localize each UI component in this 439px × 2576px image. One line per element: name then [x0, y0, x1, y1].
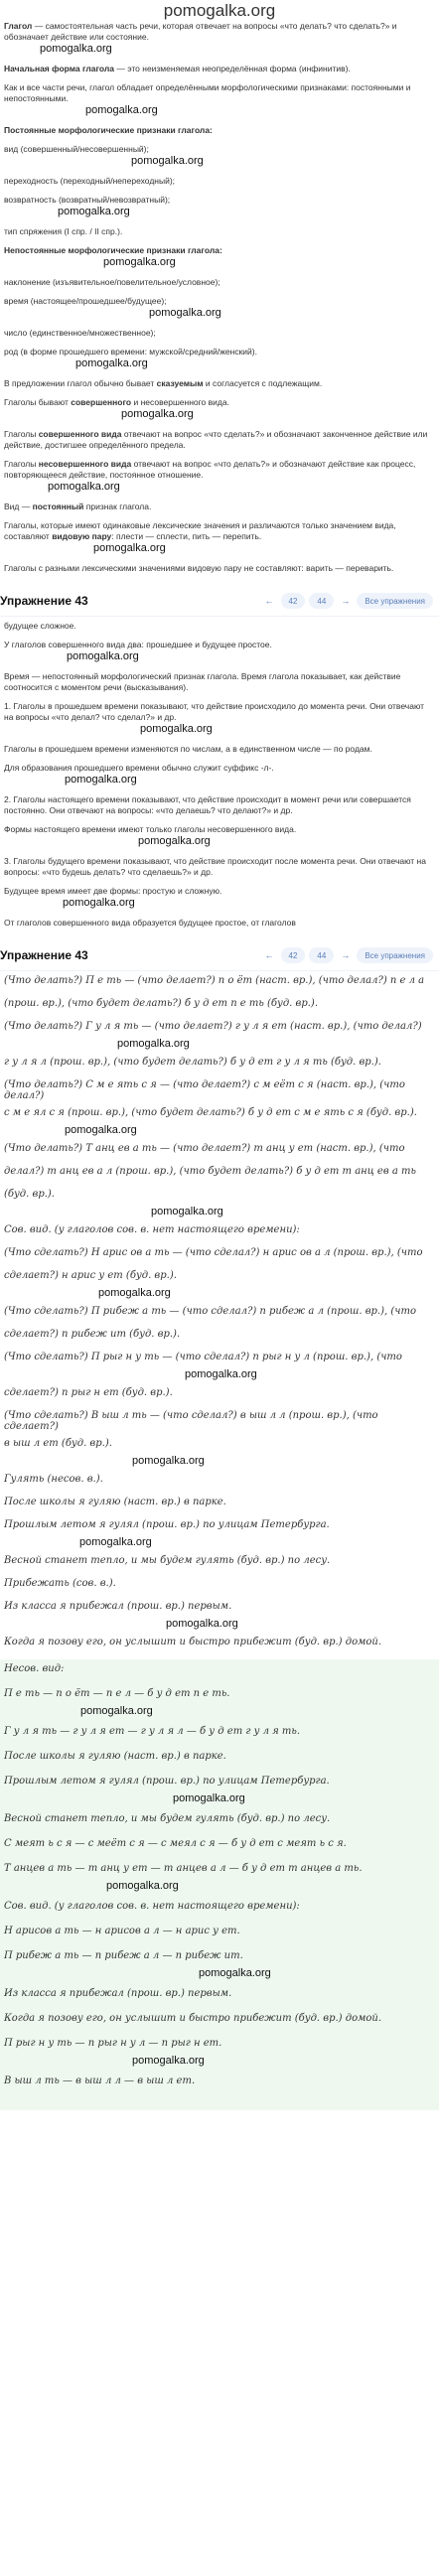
theory-paragraph [4, 520, 435, 542]
solution-text: Из класса я прибежал (прош. вр.) первым. [4, 1988, 232, 1999]
solution-line [4, 1688, 435, 1705]
spacer [0, 74, 439, 82]
theory-text: род (в форме прошедшего времени: мужской/средний/женский). [4, 347, 257, 357]
watermark-text: pomogalka.org [131, 155, 204, 167]
spacer [0, 117, 439, 125]
theory-paragraph [4, 277, 435, 288]
answer-text: (Что сделать?) П рыг н у ть — (что сделал?) п рыг н у л (прош. вр.), (что [4, 1352, 402, 1362]
watermark-text: pomogalka.org [132, 1455, 205, 1467]
theory-text: Глаголы [4, 459, 39, 469]
answer-line [4, 998, 435, 1015]
theory-paragraph [4, 195, 435, 206]
theory-paragraph: Будущее время имеет две формы: простую и сложную. [4, 886, 222, 896]
answer-line [4, 1438, 435, 1455]
spacer [0, 1942, 439, 1950]
theory-text: Глаголы с разными лексическими значениями видовую пару не составляют: варить — переварить. [4, 563, 394, 573]
answer-line [4, 1270, 435, 1287]
watermark-text: pomogalka.org [65, 774, 137, 786]
watermark-text: pomogalka.org [121, 408, 194, 420]
answer-line [4, 1107, 435, 1124]
solution-line [4, 1950, 435, 1967]
theory-paragraph: 1. Глаголы в прошедшем времени показывают, что действие происходило до момента речи. Они отвечают на вопросы «что делал? что сделал?» и др. [4, 701, 425, 722]
spacer [0, 1918, 439, 1926]
spacer [0, 878, 439, 886]
theory-text: наклонение (изъявительное/повелительное/условное); [4, 277, 220, 287]
answer-text: г у л я л (прош. вр.), (что будет делать?) б у д ет г у л я ть (буд. вр.). [4, 1057, 381, 1068]
theory-text: и согласуется с подлежащим. [203, 378, 323, 388]
watermark-text: pomogalka.org [149, 307, 221, 319]
answer-text: Гулять (несов. в.). [4, 1474, 103, 1485]
spacer [0, 1718, 439, 1726]
exercise-title: Упражнение 43 [0, 947, 88, 962]
all-exercises-link[interactable]: Все упражнения [357, 593, 433, 609]
theory-text: Вид — [4, 501, 33, 511]
theory-text: отвечают на вопрос «что сделать?» и обозначают законченное действие или действие, достигшее определённого предела. [4, 429, 428, 450]
spacer [0, 421, 439, 429]
theory-paragraph: У глаголов совершенного вида два: прошедшее и будущее простое. [4, 640, 272, 649]
theory-text: тип спряжения (I спр. / II спр.). [4, 226, 123, 236]
theory-text: Глагол [4, 21, 33, 31]
solution-line [4, 2013, 435, 2030]
watermark-text: pomogalka.org [166, 1618, 238, 1630]
theory-text: Непостоянные морфологические признаки глагола: [4, 245, 222, 255]
spacer [0, 555, 439, 563]
theory-text: признак глагола. [83, 501, 152, 511]
theory-paragraph: 3. Глаголы будущего времени показывают, что действие происходит после момента речи. Они отвечают на вопросы: «что будешь делать? что сделаешь?» и др. [4, 856, 426, 877]
spacer [0, 370, 439, 378]
spacer [0, 320, 439, 328]
answer-text: (буд. вр.). [4, 1189, 55, 1200]
answer-line [4, 1410, 435, 1432]
watermark-text: pomogalka.org [75, 358, 148, 369]
spacer [0, 736, 439, 744]
watermark-text: pomogalka.org [48, 481, 120, 493]
theory-paragraph: Глаголы в прошедшем времени изменяются по числам, а в единственном числе — по родам. [4, 744, 372, 754]
prev-arrow-icon[interactable]: ← [264, 595, 274, 606]
spacer [0, 339, 439, 347]
solution-text: Когда я позову его, он услышит и быстро прибежит (буд. вр.) домой. [4, 2013, 382, 2024]
watermark-text: pomogalka.org [58, 206, 130, 217]
watermark-text: pomogalka.org [80, 1705, 153, 1717]
answer-line [4, 1143, 435, 1160]
spacer [0, 910, 439, 918]
theory-text: совершенного [71, 397, 132, 407]
answer-text: (Что делать?) П е ть — (что делает?) п о ёт (наст. вр.), (что делал?) п е л а [4, 975, 425, 986]
answer-text: Сов. вид. (у глаголов сов. в. нет настоящего времени): [4, 1224, 300, 1235]
answer-line [4, 1637, 435, 1653]
spacer [0, 1855, 439, 1863]
theory-text: время (настоящее/прошедшее/будущее); [4, 296, 167, 306]
spacer [0, 574, 439, 582]
solution-line [4, 1776, 435, 1792]
spacer [0, 168, 439, 176]
solution-line [4, 1663, 435, 1680]
theory-text: Как и все части речи, глагол обладает определёнными морфологическими признаками: постоянными и непостоянными. [4, 82, 411, 103]
spacer [0, 693, 439, 701]
next-arrow-icon[interactable]: → [341, 949, 351, 960]
watermark-text: pomogalka.org [63, 897, 135, 909]
theory-text: отвечают на вопрос «что делать?» и обозначают действие как процесс, повторяющееся действие, постоянное отношение. [4, 459, 416, 480]
spacer [0, 237, 439, 245]
spacer [0, 632, 439, 640]
spacer [0, 1768, 439, 1776]
answer-text: (Что сделать?) В ыш л ть — (что сделал?) в ыш л л (прош. вр.), (что сделает?) [4, 1410, 378, 1432]
answer-line [4, 1474, 435, 1491]
solution-text: Т анцев а ть — т анц у ет — т анцев а л — б у д ет т анцев а ть. [4, 1863, 363, 1874]
watermark-text: pomogalka.org [106, 1880, 179, 1892]
answer-text: сделает?) п рибеж ит (буд. вр.). [4, 1329, 181, 1340]
watermark-text: pomogalka.org [132, 2055, 205, 2067]
spacer [0, 1893, 439, 1901]
watermark-text: pomogalka.org [151, 1206, 223, 1217]
spacer [0, 787, 439, 794]
spacer [0, 136, 439, 144]
theory-paragraph [4, 245, 435, 256]
solution-text: С меят ь с я — с меёт с я — с меял с я — б у д ет с меят ь с я. [4, 1838, 347, 1849]
theory-section-2 [0, 621, 439, 936]
theory-paragraph [4, 347, 435, 358]
exercise-navigation-repeat [0, 940, 439, 971]
theory-text: — это неизменяемая неопределённая форма (инфинитив). [113, 64, 351, 73]
next-exercise-link[interactable]: 44 [309, 947, 334, 963]
theory-paragraph: 2. Глаголы настоящего времени показывают, что действие происходит в момент речи или совершается постоянно. Они отвечают на вопросы: «что делаешь? что делают?» и др. [4, 794, 411, 815]
exercise-title: Упражнение 43 [0, 593, 88, 608]
theory-text: Глаголы бывают [4, 397, 72, 407]
theory-paragraph: Формы настоящего времени имеют только глаголы несовершенного вида. [4, 824, 297, 834]
theory-paragraph [4, 501, 435, 512]
watermark-text: pomogalka.org [103, 256, 176, 268]
solution-line [4, 1838, 435, 1855]
theory-text: видовую пару [52, 531, 112, 541]
prev-exercise-link[interactable]: 42 [281, 593, 306, 609]
answer-text: Когда я позову его, он услышит и быстро прибежит (буд. вр.) домой. [4, 1637, 382, 1647]
theory-paragraph [4, 296, 435, 307]
watermark-text: pomogalka.org [79, 1536, 152, 1548]
solution-line [4, 1863, 435, 1880]
answer-line [4, 1519, 435, 1536]
solution-text: Прошлым летом я гулял (прош. вр.) по улицам Петербурга. [4, 1776, 330, 1787]
theory-text: число (единственное/множественное); [4, 328, 156, 338]
theory-paragraph [4, 397, 435, 408]
watermark-text: pomogalka.org [173, 1792, 245, 1804]
answer-text: делал?) т анц ев а л (прош. вр.), (что будет делать?) б у д ет т анц ев а ть [4, 1166, 416, 1177]
theory-paragraph [4, 459, 435, 481]
answer-text: (Что сделать?) Н арис ов а ть — (что сделал?) н арис ов а л (прош. вр.), (что [4, 1247, 423, 1258]
spacer [0, 218, 439, 226]
solution-line [4, 2075, 435, 2092]
answer-line [4, 1057, 435, 1073]
theory-text: несовершенного вида [38, 459, 132, 469]
theory-text: В предложении глагол обычно бывает [4, 378, 157, 388]
theory-text: Начальная форма глагола [4, 64, 114, 73]
spacer [0, 56, 439, 64]
watermark-text: pomogalka.org [65, 1124, 137, 1136]
theory-paragraph [4, 21, 435, 43]
next-exercise-link[interactable]: 44 [309, 593, 334, 609]
exercise-navigation [0, 586, 439, 617]
theory-paragraph: Для образования прошедшего времени обычно служит суффикс -л-. [4, 763, 274, 773]
theory-text: сказуемым [156, 378, 204, 388]
watermark-text: pomogalka.org [140, 723, 213, 735]
solution-text: Г у л я ть — г у л я ет — г у л я л — б у д ет г у л я ть. [4, 1726, 301, 1737]
spacer [0, 1980, 439, 1988]
answer-line [4, 1306, 435, 1323]
solution-text: В ыш л ть — в ыш л л — в ыш л ет. [4, 2075, 196, 2086]
theory-text: и несовершенного вида. [131, 397, 229, 407]
spacer [0, 187, 439, 195]
theory-paragraph [4, 82, 435, 104]
answer-text: сделает?) п рыг н ет (буд. вр.). [4, 1387, 173, 1398]
theory-paragraph [4, 144, 435, 155]
solution-line [4, 1988, 435, 2005]
answer-line [4, 1224, 435, 1241]
prev-arrow-icon[interactable]: ← [264, 949, 274, 960]
theory-paragraph [4, 176, 435, 187]
theory-paragraph [4, 64, 435, 74]
spacer [0, 816, 439, 824]
answer-section [0, 975, 439, 1659]
spacer [0, 512, 439, 520]
theory-paragraph: Время — непостоянный морфологический признак глагола. Время глагола показывает, как действие соотносится с моментом речи (высказывания). [4, 671, 401, 692]
answer-text: Весной станет тепло, и мы будем гулять (буд. вр.) по лесу. [4, 1555, 331, 1566]
theory-paragraph [4, 378, 435, 389]
answer-text: После школы я гуляю (наст. вр.) в парке. [4, 1497, 226, 1507]
answer-line [4, 1079, 435, 1101]
theory-paragraph [4, 125, 435, 136]
spacer [0, 451, 439, 459]
spacer [0, 1805, 439, 1813]
solution-line [4, 1926, 435, 1942]
theory-paragraph [4, 429, 435, 451]
watermark-text: pomogalka.org [98, 1287, 171, 1299]
prev-exercise-link[interactable]: 42 [281, 947, 306, 963]
theory-paragraph [4, 328, 435, 339]
answer-line [4, 975, 435, 992]
solution-line [4, 1751, 435, 1768]
theory-text: — самостоятельная часть речи, которая отвечает на вопросы «что делать? что сделать?» и обозначает действие или состояние. [4, 21, 397, 42]
solution-text: Несов. вид: [4, 1663, 65, 1674]
spacer [0, 2030, 439, 2038]
spacer [0, 1743, 439, 1751]
theory-text: совершенного вида [38, 429, 122, 439]
answer-line [4, 1497, 435, 1513]
spacer [0, 929, 439, 936]
answer-text: (Что делать?) Т анц ев а ть — (что делает?) т анц у ет (наст. вр.), (что [4, 1143, 405, 1154]
watermark-text: pomogalka.org [40, 43, 112, 55]
spacer [0, 1680, 439, 1688]
answer-line [4, 1555, 435, 1572]
spacer [0, 755, 439, 763]
solution-text: Н арисов а ть — н арисов а л — н арис у ет. [4, 1926, 240, 1936]
theory-text: Глаголы, которые имеют одинаковые лексические значения и различаются только значением вида, составляют [4, 520, 396, 541]
answer-text: Прибежать (сов. в.). [4, 1578, 116, 1589]
answer-line [4, 1166, 435, 1183]
watermark-text: pomogalka.org [138, 835, 211, 847]
spacer [0, 848, 439, 856]
answer-line [4, 1601, 435, 1618]
answer-line [4, 1247, 435, 1264]
theory-text: Глаголы [4, 429, 39, 439]
answer-line [4, 1352, 435, 1368]
solution-line [4, 1901, 435, 1918]
spacer [0, 269, 439, 277]
theory-paragraph [4, 563, 435, 574]
solution-text: П рибеж а ть — п рибеж а л — п рибеж ит. [4, 1950, 243, 1961]
watermark-text: pomogalka.org [85, 104, 158, 116]
site-logo[interactable]: pomogalka.org [163, 1, 276, 20]
watermark-text: pomogalka.org [67, 650, 139, 662]
answer-text: (Что делать?) Г у л я ть — (что делает?) г у л я ет (наст. вр.), (что делал?) [4, 1021, 422, 1032]
theory-text: : плести — сплести, пить — перепить. [111, 531, 262, 541]
solution-text: После школы я гуляю (наст. вр.) в парке. [4, 1751, 226, 1762]
watermark-text: pomogalka.org [185, 1368, 257, 1380]
solution-text: П рыг н у ть — п рыг н у л — п рыг н ет. [4, 2038, 222, 2049]
answer-text: Прошлым летом я гулял (прош. вр.) по улицам Петербурга. [4, 1519, 330, 1530]
theory-text: вид (совершенный/несовершенный); [4, 144, 149, 154]
theory-text: Постоянные морфологические признаки глагола: [4, 125, 213, 135]
all-exercises-link[interactable]: Все упражнения [357, 947, 433, 963]
spacer [0, 2068, 439, 2075]
watermark-text: pomogalka.org [117, 1038, 190, 1050]
answer-text: Из класса я прибежал (прош. вр.) первым. [4, 1601, 232, 1612]
solution-text: П е ть — п о ёт — п е л — б у д ет п е ть. [4, 1688, 230, 1699]
answer-line [4, 1189, 435, 1206]
solution-text: Сов. вид. (у глаголов сов. в. нет настоящего времени): [4, 1901, 300, 1912]
theory-paragraph: От глаголов совершенного вида образуется будущее простое, от глаголов [4, 918, 296, 928]
theory-paragraph: будущее сложное. [4, 621, 76, 631]
spacer [0, 2005, 439, 2013]
answer-text: сделает?) н арис у ет (буд. вр.). [4, 1270, 177, 1281]
solution-line [4, 1813, 435, 1830]
spacer [0, 288, 439, 296]
answer-text: (прош. вр.), (что будет делать?) б у д ет п е ть (буд. вр.). [4, 998, 318, 1009]
theory-text: постоянный [32, 501, 84, 511]
solution-highlight-block [0, 1659, 439, 2110]
spacer [0, 1830, 439, 1838]
theory-paragraph [4, 226, 435, 237]
spacer [0, 2092, 439, 2100]
solution-line [4, 2038, 435, 2055]
answer-text: с м е ял с я (прош. вр.), (что будет делать?) б у д ет с м е ять с я (буд. вр.). [4, 1107, 417, 1118]
spacer [0, 389, 439, 397]
answer-text: в ыш л ет (буд. вр.). [4, 1438, 112, 1449]
answer-line [4, 1329, 435, 1346]
next-arrow-icon[interactable]: → [341, 595, 351, 606]
answer-line [4, 1021, 435, 1038]
solution-text: Весной станет тепло, и мы будем гулять (буд. вр.) по лесу. [4, 1813, 331, 1824]
theory-text: переходность (переходный/непереходный); [4, 176, 176, 186]
theory-text: возвратность (возвратный/невозвратный); [4, 195, 171, 205]
answer-text: (Что делать?) С м е ять с я — (что делает?) с м еёт с я (наст. вр.), (что делал?) [4, 1079, 405, 1101]
watermark-text: pomogalka.org [93, 542, 166, 554]
answer-line [4, 1578, 435, 1595]
watermark-text: pomogalka.org [199, 1967, 271, 1979]
answer-text: (Что сделать?) П рибеж а ть — (что сделал?) п рибеж а л (прош. вр.), (что [4, 1306, 416, 1317]
answer-line [4, 1387, 435, 1404]
theory-section [0, 21, 439, 582]
spacer [0, 494, 439, 501]
solution-line [4, 1726, 435, 1743]
spacer [0, 663, 439, 671]
